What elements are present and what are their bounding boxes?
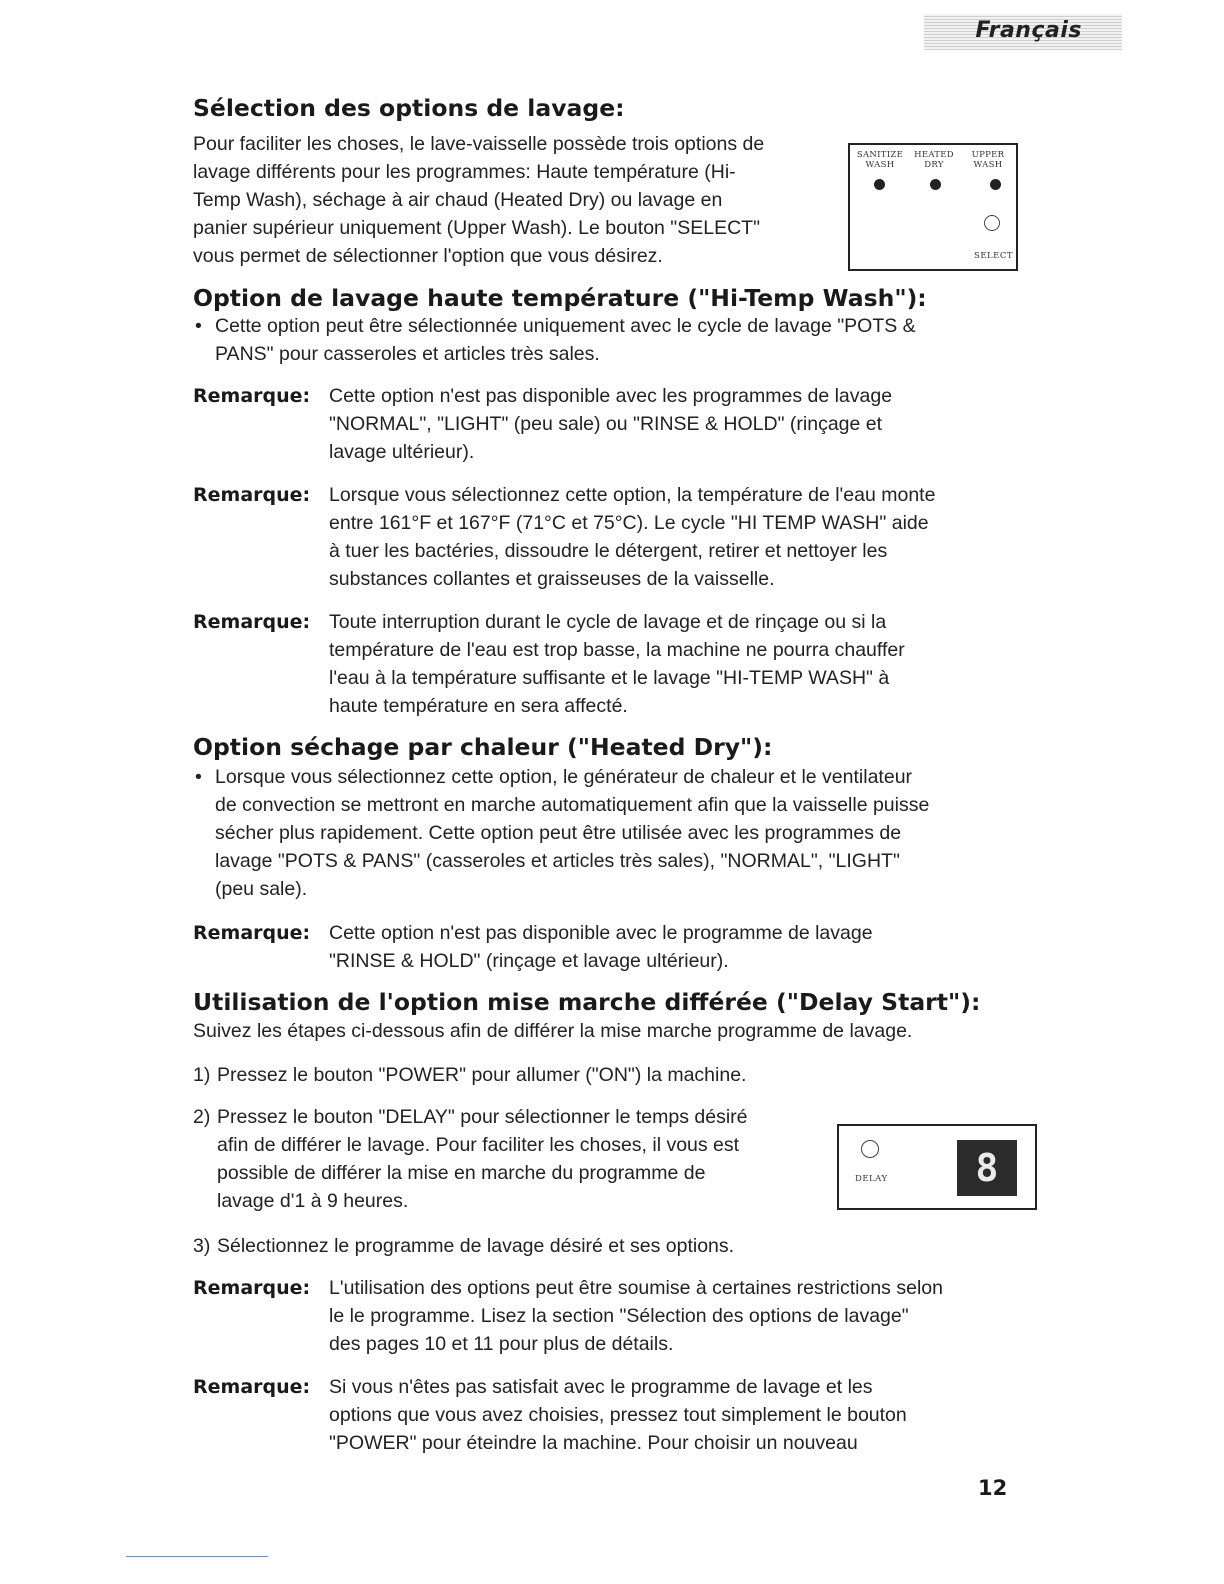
hitemp-bullet: • Cette option peut être sélectionnée uniquement avec le cycle de lavage "POTS & PANS" pour casseroles et articles très sales. [193,312,916,368]
note-delay-1: Remarque: L'utilisation des options peut être soumise à certaines restrictions selon le le programme. Lisez la section "Sélection des options de lavage" des pages 10 et 11 pour plus de détails. [193,1274,943,1358]
delay-label: DELAY [855,1174,888,1184]
heading-hitemp: Option de lavage haute température ("Hi-Temp Wash"): [193,284,927,312]
heading-selection: Sélection des options de lavage: [193,94,625,122]
note-heated-dry: Remarque: Cette option n'est pas disponible avec le programme de lavage "RINSE & HOLD" (rinçage et lavage ultérieur). [193,919,873,975]
note-label: Remarque: [193,922,311,944]
note-label: Remarque: [193,385,311,407]
sanitize-indicator-icon [874,179,885,190]
delay-panel-illustration [837,1124,1037,1210]
delay-step-2: 2) Pressez le bouton "DELAY" pour sélectionner le temps désiré afin de différer le lavage. Pour faciliter les choses, il vous est possible de différer la mise en marche du programme de lavage d'1 à 9 heures. [193,1106,748,1212]
heated-dry-indicator-icon [930,179,941,190]
bullet-icon: • [195,315,202,337]
select-button-icon [984,215,1000,231]
delay-display: 8 [957,1140,1017,1196]
note-label: Remarque: [193,1277,311,1299]
selection-intro: Pour faciliter les choses, le lave-vaisselle possède trois options de lavage différents pour les programmes: Haute température (Hi- Temp Wash), séchage à air chaud (Heated Dry) ou lavage en panier supérieur uniquement (Upper Wash). Le bouton "SELECT" vous permet de sélectionner l'option que vous désirez. [193,133,765,267]
note-hitemp-3: Remarque: Toute interruption durant le cycle de lavage et de rinçage ou si la température de l'eau est trop basse, la machine ne pourra chauffer l'eau à la température suffisante et le lavage "HI-TEMP WASH" à haute température en sera affecté. [193,608,905,720]
heated-dry-bullet: • Lorsque vous sélectionnez cette option, le générateur de chaleur et le ventilateur de convection se mettront en marche automatiquement afin que la vaisselle puisse sécher plus rapidement. Cette option peut être utilisée avec les programmes de lavage "POTS & PANS" (casseroles et articles très sales), "NORMAL", "LIGHT" (peu sale). [193,763,929,903]
language-tab-label: Français [975,18,1082,43]
bullet-icon: • [195,766,202,788]
note-delay-2: Remarque: Si vous n'êtes pas satisfait avec le programme de lavage et les options que vous avez choisies, pressez tout simplement le bouton "POWER" pour éteindre la machine. Pour choisir un nouveau [193,1373,907,1457]
page-number: 12 [978,1476,1008,1500]
heading-delay-start: Utilisation de l'option mise marche différée ("Delay Start"): [193,988,981,1016]
option-label-heated-dry: HEATED DRY [914,150,954,170]
option-label-sanitize: SANITIZE WASH [856,150,904,170]
select-label: SELECT [974,251,1014,261]
delay-button-icon [861,1140,879,1158]
option-panel-illustration [848,143,1018,271]
footer-divider [126,1556,268,1557]
delay-intro: Suivez les étapes ci-dessous afin de différer la mise marche programme de lavage. [193,1020,913,1042]
option-label-upper-wash: UPPER WASH [971,150,1005,170]
note-label: Remarque: [193,484,311,506]
note-hitemp-1: Remarque: Cette option n'est pas disponible avec les programmes de lavage "NORMAL", "LIGHT" (peu sale) ou "RINSE & HOLD" (rinçage et lavage ultérieur). [193,382,892,466]
delay-step-3: 3) Sélectionnez le programme de lavage désiré et ses options. [193,1235,735,1257]
note-label: Remarque: [193,611,311,633]
upper-wash-indicator-icon [990,179,1001,190]
note-label: Remarque: [193,1376,311,1398]
delay-step-1: 1) Pressez le bouton "POWER" pour allumer ("ON") la machine. [193,1064,747,1086]
heading-heated-dry: Option séchage par chaleur ("Heated Dry"): [193,733,773,761]
language-tab [924,14,1122,50]
note-hitemp-2: Remarque: Lorsque vous sélectionnez cette option, la température de l'eau monte entre 161°F et 167°F (71°C et 75°C). Le cycle "HI TEMP WASH" aide à tuer les bactéries, dissoudre le détergent, retirer et nettoyer les substances collantes et graisseuses de la vaisselle. [193,481,935,593]
